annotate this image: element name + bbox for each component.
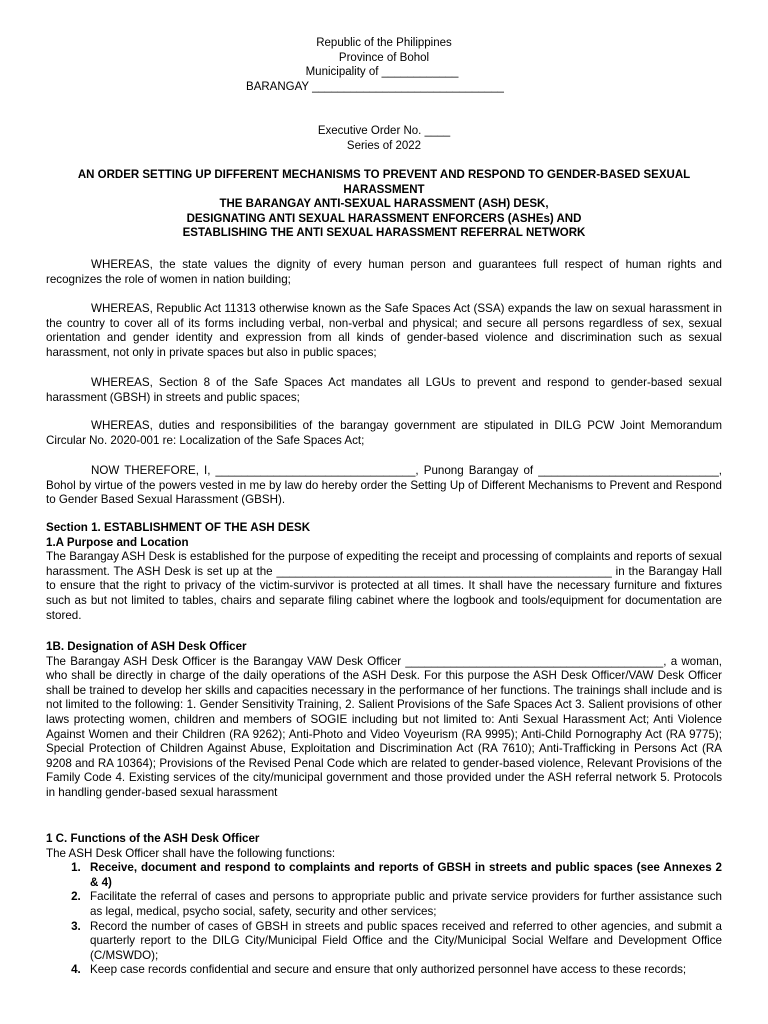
title-line: AN ORDER SETTING UP DIFFERENT MECHANISMS TO PREVENT AND RESPOND TO GENDER-BASED SEXUAL — [77, 169, 691, 181]
functions-list — [46, 861, 722, 978]
document-header — [0, 36, 768, 94]
list-item: 1. Receive, document and respond to complaints and reports of GBSH in streets and public spaces (see Annexes 2 & 4) — [84, 861, 722, 890]
title-line: DESIGNATING ANTI SEXUAL HARASSMENT ENFORCERS (ASHEs) AND — [186, 212, 582, 225]
subsection-text: The Barangay ASH Desk Officer is the Barangay VAW Desk Officer ________________________________________, a woman, who shall be directly in charge of the daily operations of the ASH Desk. For this purpose the ASH Desk Officer/VAW Desk Officer shall be trained to develop her skills and capacities necessary in the performance of her functions. The trainings shall include and is not limited to the following: 1. Gender Sensitivity Training, 2. Salient Provisions of the Safe Spaces Act 3. Salient provisions of other laws protecting women, children and members of SOGIE including but not limited to: Anti Sexual Harassment Act; Anti Violence Against Women and their Children (RA 9262); Anti-Photo and Video Voyeurism (RA 9995); Anti-Child Pornography Act (RA 9775); Special Protection of Children Against Abuse, Exploitation and Discrimination Act (RA 7610); Anti-Trafficking in Persons Act (RA 9208 and RA 10364); Provisions of the Revised Penal Code which are related to gender-based violence, Relevant Provisions of the Family Code 4. Existing services of the city/municipal government and those provided under the ASH referral network 5. Protocols in handling gender-based sexual harassment — [46, 654, 722, 799]
header-country: Republic of the Philippines — [316, 37, 452, 49]
title-line: THE BARANGAY ANTI-SEXUAL HARASSMENT (ASH) DESK, — [219, 198, 549, 210]
list-item: 3. Record the number of cases of GBSH in streets and public spaces received and referred to other agencies, and submit a quarterly report to the DILG City/Municipal Field Office and the City/Municipal Social Welfare and Development Office (C/MSWDO); — [84, 920, 722, 964]
executive-order-heading — [0, 124, 768, 153]
list-item: 2. Facilitate the referral of cases and persons to appropriate public and private service providers for further assistance such as legal, medical, psycho social, safety, security and other services; — [84, 890, 722, 919]
section-1b — [46, 640, 722, 801]
subsection-heading: 1.A Purpose and Location — [46, 535, 189, 549]
subsection-heading: 1B. Designation of ASH Desk Officer — [46, 640, 247, 653]
header-municipality: Municipality of ____________ — [305, 66, 459, 78]
section-1c — [46, 832, 722, 978]
subsection-intro: The ASH Desk Officer shall have the following functions: — [46, 846, 336, 860]
whereas-paragraph: WHEREAS, Section 8 of the Safe Spaces Act mandates all LGUs to prevent and respond to gender-based sexual harassment (GBSH) in streets and public spaces; — [46, 376, 722, 404]
whereas-paragraph: WHEREAS, Republic Act 11313 otherwise known as the Safe Spaces Act (SSA) expands the law on sexual harassment in the country to cover all of its forms including verbal, non-verbal and physical; and secure all persons regardless of sex, sexual orientation and gender identity and expression from all kinds of gender-based violence and discrimination such as sexual harassment, not only in private spaces but also in public spaces; — [46, 302, 722, 359]
subsection-heading: 1 C. Functions of the ASH Desk Officer — [46, 832, 260, 845]
executive-order-number: Executive Order No. ____ — [317, 125, 451, 137]
header-province: Province of Bohol — [338, 51, 430, 64]
list-item: 4. Keep case records confidential and secure and ensure that only authorized personnel have access to these records; — [84, 963, 722, 978]
executive-order-series: Series of 2022 — [346, 139, 422, 152]
title-line: ESTABLISHING THE ANTI SEXUAL HARASSMENT REFERRAL NETWORK — [182, 227, 586, 239]
now-therefore-paragraph: NOW THEREFORE, I, _______________________________, Punong Barangay of ____________________________, Bohol by virtue of the powers vested in me by law do hereby order the Setting Up of Different Mechanisms to Prevent and Respond to Gender Based Sexual Harassment (GBSH). — [46, 464, 722, 507]
header-barangay: BARANGAY ______________________________ — [246, 80, 504, 93]
section-heading: Section 1. ESTABLISHMENT OF THE ASH DESK — [46, 521, 311, 534]
section-1 — [46, 521, 722, 623]
title-line: HARASSMENT — [343, 183, 425, 196]
order-title — [40, 168, 728, 241]
whereas-paragraph: WHEREAS, the state values the dignity of every human person and guarantees full respect of human rights and recognizes the role of women in nation building; — [46, 258, 722, 286]
subsection-text: The Barangay ASH Desk is established for the purpose of expediting the receipt and processing of complaints and reports of sexual harassment. The ASH Desk is set up at the ____________________________________________________ in the Barangay Hall to ensure that the right to privacy of the victim-survivor is protected at all times. It shall have the necessary furniture and fixtures such as but not limited to tables, chairs and separate filing cabinet where the logbook and tools/equipment for documentation are stored. — [46, 550, 722, 622]
whereas-paragraph: WHEREAS, duties and responsibilities of the barangay government are stipulated in DILG PCW Joint Memorandum Circular No. 2020-001 re: Localization of the Safe Spaces Act; — [46, 419, 722, 447]
